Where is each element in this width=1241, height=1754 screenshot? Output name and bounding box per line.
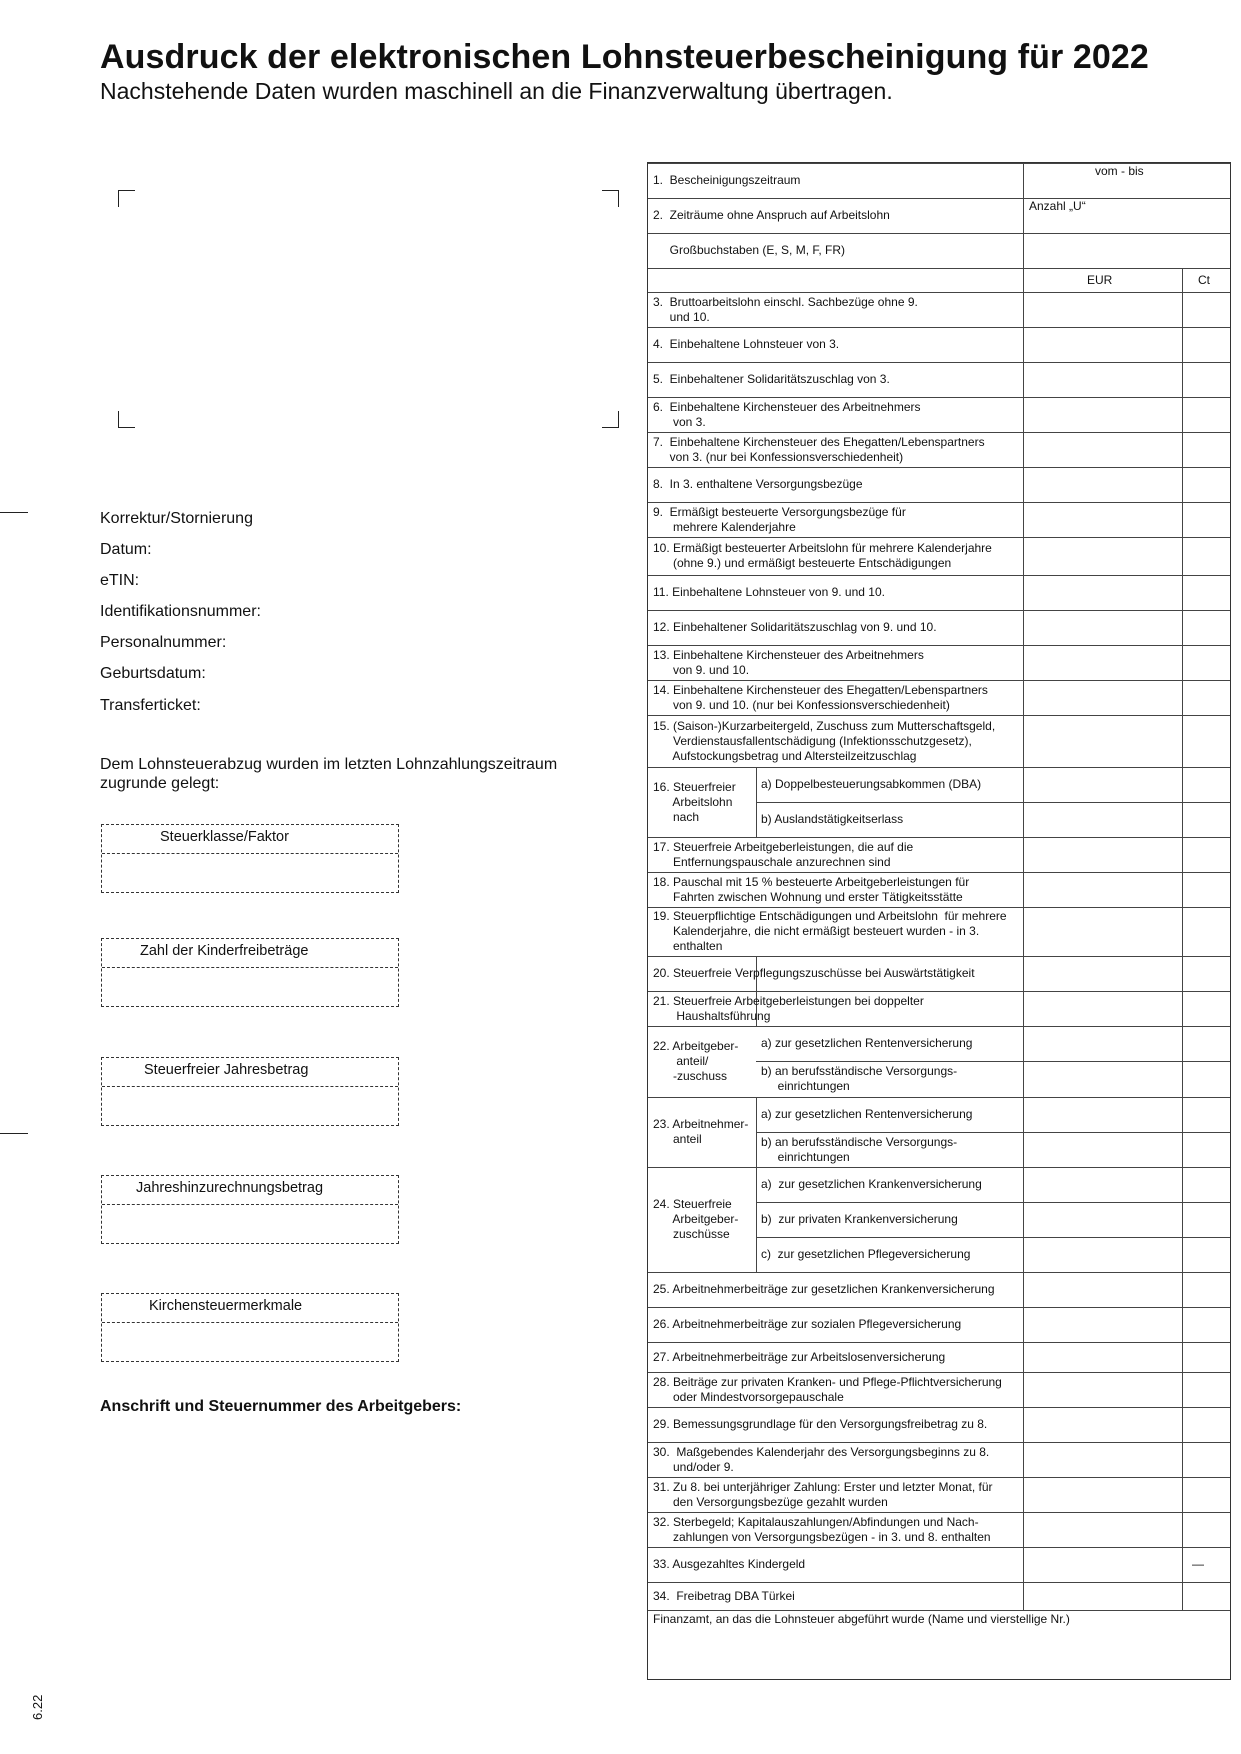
table-row-line [648,268,1230,269]
table-column-line [1182,268,1183,292]
table-column-line [1182,872,1183,907]
row-label-23: 20. Steuerfreie Verpflegungszuschüsse bei Auswärtstätigkeit [653,966,975,980]
table-column-line [1182,837,1183,872]
row-label-37: 27. Arbeitnehmerbeiträge zur Arbeitslosenversicherung [653,1349,946,1364]
row-label-5: 4. Einbehaltene Lohnsteuer von 3. [653,337,840,351]
row-label-25: 22. Arbeitgeber- anteil/ -zuschuss [653,1039,739,1083]
table-column-line [1182,767,1183,802]
row-label-14: 13. Einbehaltene Kirchensteuer des Arbeitnehmers von 9. und 10. [653,647,924,677]
table-row-line [648,907,1230,908]
row-label-39: 29. Bemessungsgrundlage für den Versorgungsfreibetrag zu 8. [653,1417,988,1431]
row-label-10: 9. Ermäßigt besteuerte Versorgungsbezüge für mehrere Kalenderjahre [653,504,906,534]
row-label-40: 30. Maßgebendes Kalenderjahr des Versorgungsbeginns zu 8. und/oder 9. [653,1444,990,1474]
row-label-43: 33. Ausgezahltes Kindergeld [653,1557,806,1571]
table-column-line [1182,1132,1183,1167]
row-label-41: 31. Zu 8. bei unterjähriger Zahlung: Erster und letzter Monat, für den Versorgungsbezüge gezahlt wurden [653,1479,993,1509]
table-column-line [1182,802,1183,837]
row-label-22: 19. Steuerpflichtige Entschädigungen und Arbeitslohn für mehrere Kalenderjahre, die nicht ermäßigt besteuert wurden - in 3. enthalten [653,909,1007,953]
table-row-line [648,1547,1230,1548]
table-row-line [648,1582,1230,1583]
table-row-line [648,1407,1230,1408]
table-column-line [1182,397,1183,432]
table-column-line [1182,645,1183,680]
table-column-line [1182,502,1183,537]
box-label: Kirchensteuermerkmale [149,1298,303,1314]
row-label-24: 21. Steuerfreie Arbeitgeberleistungen bei doppelter Haushaltsführung [653,993,924,1023]
table-column-line [1023,837,1024,872]
table-row-line [648,1272,1230,1273]
field-transfer-ticket: Transferticket: [100,697,201,714]
table-column-line [1023,991,1024,1026]
table-column-line [1023,362,1024,397]
field-etin: eTIN: [100,572,140,589]
intro-text: Dem Lohnsteuerabzug wurden im letzten Lohnzahlungszeitraum zugrunde gelegt: [100,756,558,792]
table-column-line [1023,502,1024,537]
field-identification-number: Identifikationsnummer: [100,603,261,620]
table-row-line [756,1097,1230,1098]
box-annual-tax-free [101,1057,399,1126]
table-row-line [756,802,1230,803]
table-column-line [1182,1307,1183,1342]
table-row-line [756,1202,1230,1203]
table-column-line [1023,1097,1024,1132]
box-divider [102,1086,398,1087]
table-column-line [1182,1547,1183,1582]
form-version: 6.22 [30,1694,45,1720]
table-column-line [1023,610,1024,645]
table-row-line [756,1167,1230,1168]
box-label: Jahreshinzurechnungsbetrag [136,1180,324,1196]
row-label-15: 14. Einbehaltene Kirchensteuer des Ehegatten/Lebenspartners von 9. und 10. (nur bei Konfessionsverschiedenheit) [653,682,988,712]
row-label-20: 17. Steuerfreie Arbeitgeberleistungen, die auf die Entfernungspauschale anzurechnen sind [653,839,914,869]
table-column-line [756,767,757,837]
row-label-18: a) Doppelbesteuerungsabkommen (DBA) [761,777,982,791]
box-annual-addition [101,1175,399,1244]
table-column-line [1023,432,1024,467]
table-column-line [1023,1167,1024,1202]
table-row-line [648,537,1230,538]
box-divider [102,853,398,854]
box-label: Zahl der Kinderfreibeträge [140,943,309,959]
table-column-line [1182,327,1183,362]
table-row-line [756,1132,1230,1133]
table-row-line [648,362,1230,363]
table-column-line [1023,467,1024,502]
box-church-tax [101,1293,399,1362]
table-row-line [648,233,1230,234]
table-column-line [1023,292,1024,327]
row-label-21: 18. Pauschal mit 15 % besteuerte Arbeitgeberleistungen für Fahrten zwischen Wohnung und erster Tätigkeitsstätte [653,874,970,904]
table-column-line [1182,1202,1183,1237]
table-column-line [1182,1372,1183,1407]
table-column-line [1182,1272,1183,1307]
field-date: Datum: [100,541,152,558]
table-column-line [1182,680,1183,715]
row-label-35: 25. Arbeitnehmerbeiträge zur gesetzlichen Krankenversicherung [653,1282,995,1296]
table-column-line [1182,362,1183,397]
table-column-line [1182,1442,1183,1477]
table-row-line [648,1342,1230,1343]
row-label-8: 7. Einbehaltene Kirchensteuer des Ehegatten/Lebenspartners von 3. (nur bei Konfessionsverschiedenheit) [653,434,985,464]
kindergeld-ct-dash: — [1192,1557,1204,1571]
table-column-line [1023,575,1024,610]
table-column-line [1023,680,1024,715]
table-row-line [648,1477,1230,1478]
row-label-30: b) an berufsständische Versorgungs- einrichtungen [761,1134,958,1164]
table-column-line [1182,956,1183,991]
table-column-line [1182,715,1183,767]
row-label-27: b) an berufsständische Versorgungs- einrichtungen [761,1064,958,1093]
vom-bis-label: vom - bis [1095,163,1144,178]
box-divider [102,967,398,968]
row-label-29: a) zur gesetzlichen Rentenversicherung [761,1107,973,1121]
table-column-line [1023,1477,1024,1512]
row-label-36: 26. Arbeitnehmerbeiträge zur sozialen Pflegeversicherung [653,1317,962,1331]
certificate-table [647,162,1231,1680]
field-correction: Korrektur/Stornierung [100,510,253,527]
row-label-2: 2. Zeiträume ohne Anspruch auf Arbeitslohn [653,208,890,222]
table-column-line [1023,397,1024,432]
table-column-line [1182,1512,1183,1547]
table-row-line [648,575,1230,576]
row-label-34: c) zur gesetzlichen Pflegeversicherung [761,1247,971,1261]
row-label-28: 23. Arbeitnehmer- anteil [653,1117,749,1146]
table-row-line [648,956,1230,957]
fold-mark-lower [0,1133,28,1134]
table-column-line [1023,1512,1024,1547]
table-column-line [1023,1237,1024,1272]
table-column-line [1023,956,1024,991]
table-column-line [1023,802,1024,837]
table-column-line [1023,163,1024,268]
table-column-line [1023,907,1024,956]
box-child-allowances [101,938,399,1007]
row-label-31: 24. Steuerfreie Arbeitgeber- zuschüsse [653,1197,739,1241]
table-row-line [648,610,1230,611]
table-column-line [1023,1407,1024,1442]
table-column-line [1023,1272,1024,1307]
field-birth-date: Geburtsdatum: [100,665,206,682]
box-tax-class [101,824,399,893]
table-row-line [648,1307,1230,1308]
table-row-line [756,1026,1230,1027]
table-row-line [648,680,1230,681]
table-column-line [1182,292,1183,327]
table-column-line [1182,1407,1183,1442]
row-label-12: 11. Einbehaltene Lohnsteuer von 9. und 10. [653,585,885,599]
table-column-line [1023,1342,1024,1372]
table-column-line [1023,1061,1024,1097]
row-label-1: 1. Bescheinigungszeitraum [653,173,801,187]
corner-mark-bottom-left [118,411,135,428]
corner-mark-bottom-right [602,411,619,428]
row-label-9: 8. In 3. enthaltene Versorgungsbezüge [653,477,863,491]
box-label: Steuerklasse/Faktor [160,829,289,845]
table-column-line [1023,1442,1024,1477]
table-row-line [756,1237,1230,1238]
table-column-line [1182,1477,1183,1512]
table-row-line [648,198,1230,199]
table-row-line [648,645,1230,646]
field-personnel-number: Personalnummer: [100,634,227,651]
corner-mark-top-right [602,190,619,207]
employer-address-label: Anschrift und Steuernummer des Arbeitgebers: [100,1398,462,1415]
table-column-line [1023,327,1024,362]
table-column-line [1182,907,1183,956]
table-column-line [1023,268,1024,292]
table-column-line [1182,467,1183,502]
row-label-42: 32. Sterbegeld; Kapitalauszahlungen/Abfindungen und Nach- zahlungen von Versorgungsbezügen - in 3. und 8. enthalten [653,1514,991,1544]
ct-header: Ct [1198,272,1210,287]
row-label-32: a) zur gesetzlichen Krankenversicherung [761,1177,982,1191]
table-column-line [1023,872,1024,907]
table-column-line [756,1097,757,1167]
table-column-line [1023,767,1024,802]
row-label-3: Großbuchstaben (E, S, M, F, FR) [653,243,846,257]
row-label-38: 28. Beiträge zur privaten Kranken- und Pflege-Pflichtversicherung oder Mindestvorsorgepauschale [653,1374,1002,1404]
row-label-4: 3. Bruttoarbeitslohn einschl. Sachbezüge ohne 9. und 10. [653,294,918,324]
table-row-line [648,432,1230,433]
table-column-line [1182,1167,1183,1202]
table-column-line [1023,1307,1024,1342]
table-row-line [648,1442,1230,1443]
table-column-line [1023,1132,1024,1167]
table-column-line [1023,1372,1024,1407]
table-column-line [1023,1202,1024,1237]
box-label: Steuerfreier Jahresbetrag [144,1062,309,1078]
table-column-line [1182,1237,1183,1272]
row-label-7: 6. Einbehaltene Kirchensteuer des Arbeitnehmers von 3. [653,399,921,429]
table-column-line [1023,645,1024,680]
table-column-line [1182,575,1183,610]
table-column-line [1023,715,1024,767]
page-title: Ausdruck der elektronischen Lohnsteuerbescheinigung für 2022 [100,38,1149,76]
table-column-line [756,1167,757,1272]
row-label-17: 16. Steuerfreier Arbeitslohn nach [653,779,736,824]
table-column-line [1182,610,1183,645]
anzahl-u-label: Anzahl „U“ [1029,198,1086,213]
row-label-33: b) zur privaten Krankenversicherung [761,1212,958,1226]
table-column-line [1182,1061,1183,1097]
table-column-line [1023,1026,1024,1061]
row-label-11: 10. Ermäßigt besteuerter Arbeitslohn für mehrere Kalenderjahre (ohne 9.) und ermäßigt besteuerte Entschädigungen [653,541,992,570]
table-row-line [756,1061,1230,1062]
table-column-line [1023,537,1024,575]
table-column-line [1182,1026,1183,1061]
table-column-line [1182,1582,1183,1610]
row-label-44: 34. Freibetrag DBA Türkei [653,1588,795,1603]
table-row-line [648,1512,1230,1513]
fold-mark-upper [0,512,28,513]
row-label-13: 12. Einbehaltener Solidaritätszuschlag von 9. und 10. [653,620,937,634]
row-label-16: 15. (Saison-)Kurzarbeitergeld, Zuschuss zum Mutterschaftsgeld, Verdienstausfallentschädigung (Infektionsschutzgesetz), Aufstockungsbetrag und Altersteilzeitzuschlag [653,718,996,763]
box-divider [102,1322,398,1323]
table-column-line [1023,1547,1024,1582]
table-row-line [648,292,1230,293]
eur-header: EUR [1087,272,1113,287]
finanzamt-label: Finanzamt, an das die Lohnsteuer abgeführt wurde (Name und vierstellige Nr.) [653,1611,1070,1626]
table-row-line [648,991,1230,992]
row-label-26: a) zur gesetzlichen Rentenversicherung [761,1036,973,1050]
table-row-line [648,872,1230,873]
box-divider [102,1204,398,1205]
table-column-line [1182,432,1183,467]
row-label-19: b) Auslandstätigkeitserlass [761,812,904,826]
table-row-line [648,502,1230,503]
table-column-line [1023,1582,1024,1610]
table-row-line [648,1372,1230,1373]
table-row-line [648,327,1230,328]
table-row-line [648,397,1230,398]
table-row-line [648,837,1230,838]
table-row-line [648,715,1230,716]
corner-mark-top-left [118,190,135,207]
table-column-line [1182,991,1183,1026]
table-column-line [1182,1097,1183,1132]
page-subtitle: Nachstehende Daten wurden maschinell an die Finanzverwaltung übertragen. [100,78,893,104]
table-column-line [1182,1342,1183,1372]
table-row-line [756,767,1230,768]
row-label-6: 5. Einbehaltener Solidaritätszuschlag von 3. [653,372,890,386]
table-row-line [648,467,1230,468]
table-column-line [1182,537,1183,575]
